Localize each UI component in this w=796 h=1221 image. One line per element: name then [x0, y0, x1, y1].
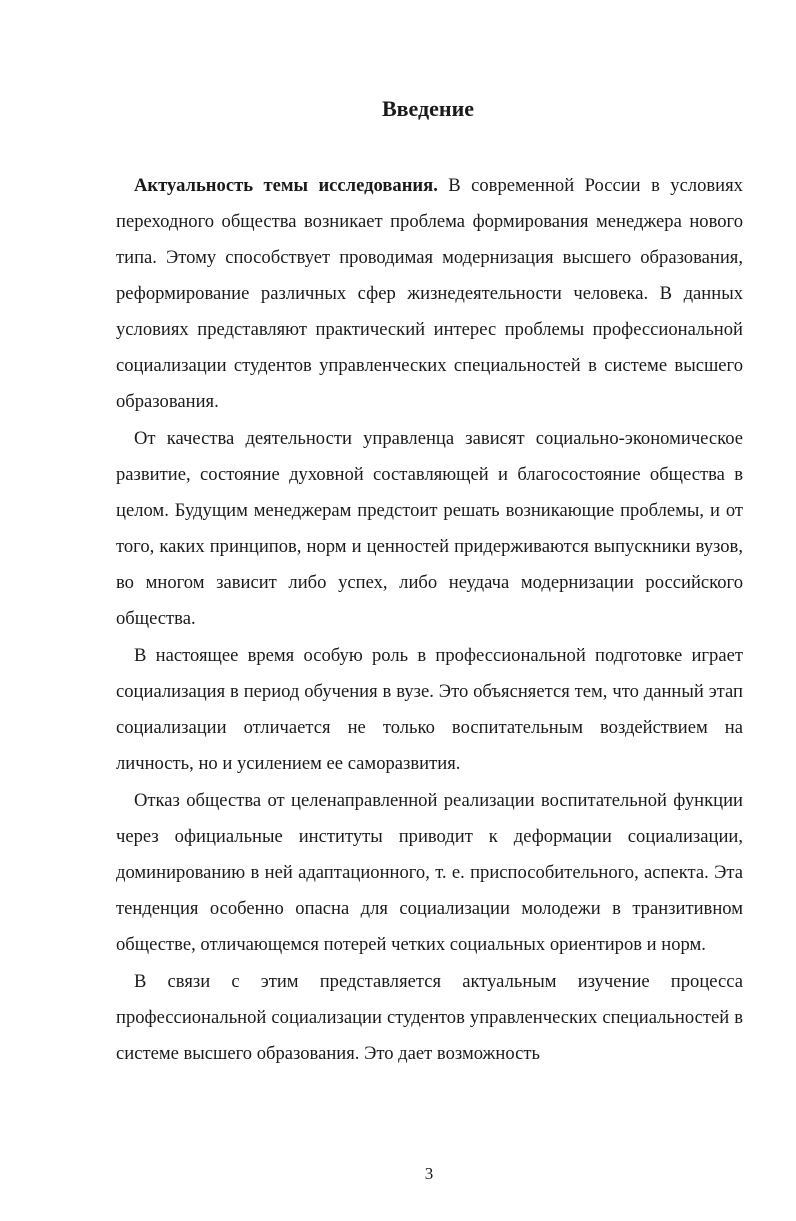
paragraph-2: [116, 421, 743, 637]
body-text: [116, 168, 743, 1072]
paragraph-text: В связи с этим представляется актуальным изучение процесса профессиональной социализации студентов управленческих специальностей в системе высшего образования. Это дает возможность: [116, 971, 743, 1064]
paragraph-text: Отказ общества от целенаправленной реализации воспитательной функции через официальные институты приводит к деформации социализации, доминированию в ней адаптационного, т. е. приспособительного, аспекта. Эта тенденция особенно опасна для социализации молодежи в транзитивном обществе, отличающемся потерей четких социальных ориентиров и норм.: [116, 790, 743, 955]
paragraph-1: [116, 168, 743, 420]
paragraph-text: В современной России в условиях переходного общества возникает проблема формирования менеджера нового типа. Этому способствует проводимая модернизация высшего образования, реформирование различных сфер жизнедеятельности человека. В данных условиях представляют практический интерес проблемы профессиональной социализации студентов управленческих специальностей в системе высшего образования.: [116, 175, 743, 412]
paragraph-text: От качества деятельности управленца зависят социально-экономическое развитие, состояние духовной составляющей и благосостояние общества в целом. Будущим менеджерам предстоит решать возникающие проблемы, и от того, каких принципов, норм и ценностей придерживаются выпускники вузов, во многом зависит либо успех, либо неудача модернизации российского общества.: [116, 428, 743, 629]
paragraph-text: В настоящее время особую роль в профессиональной подготовке играет социализация в период обучения в вузе. Это объясняется тем, что данный этап социализации отличается не только воспитательным воздействием на личность, но и усилением ее саморазвития.: [116, 645, 743, 774]
paragraph-3: [116, 638, 743, 782]
section-title: Введение: [381, 96, 475, 121]
paragraph-4: [116, 783, 743, 963]
page-number: 3: [424, 1164, 434, 1183]
paragraph-5: [116, 964, 743, 1072]
paragraph-lead: Актуальность темы исследования.: [134, 175, 438, 196]
